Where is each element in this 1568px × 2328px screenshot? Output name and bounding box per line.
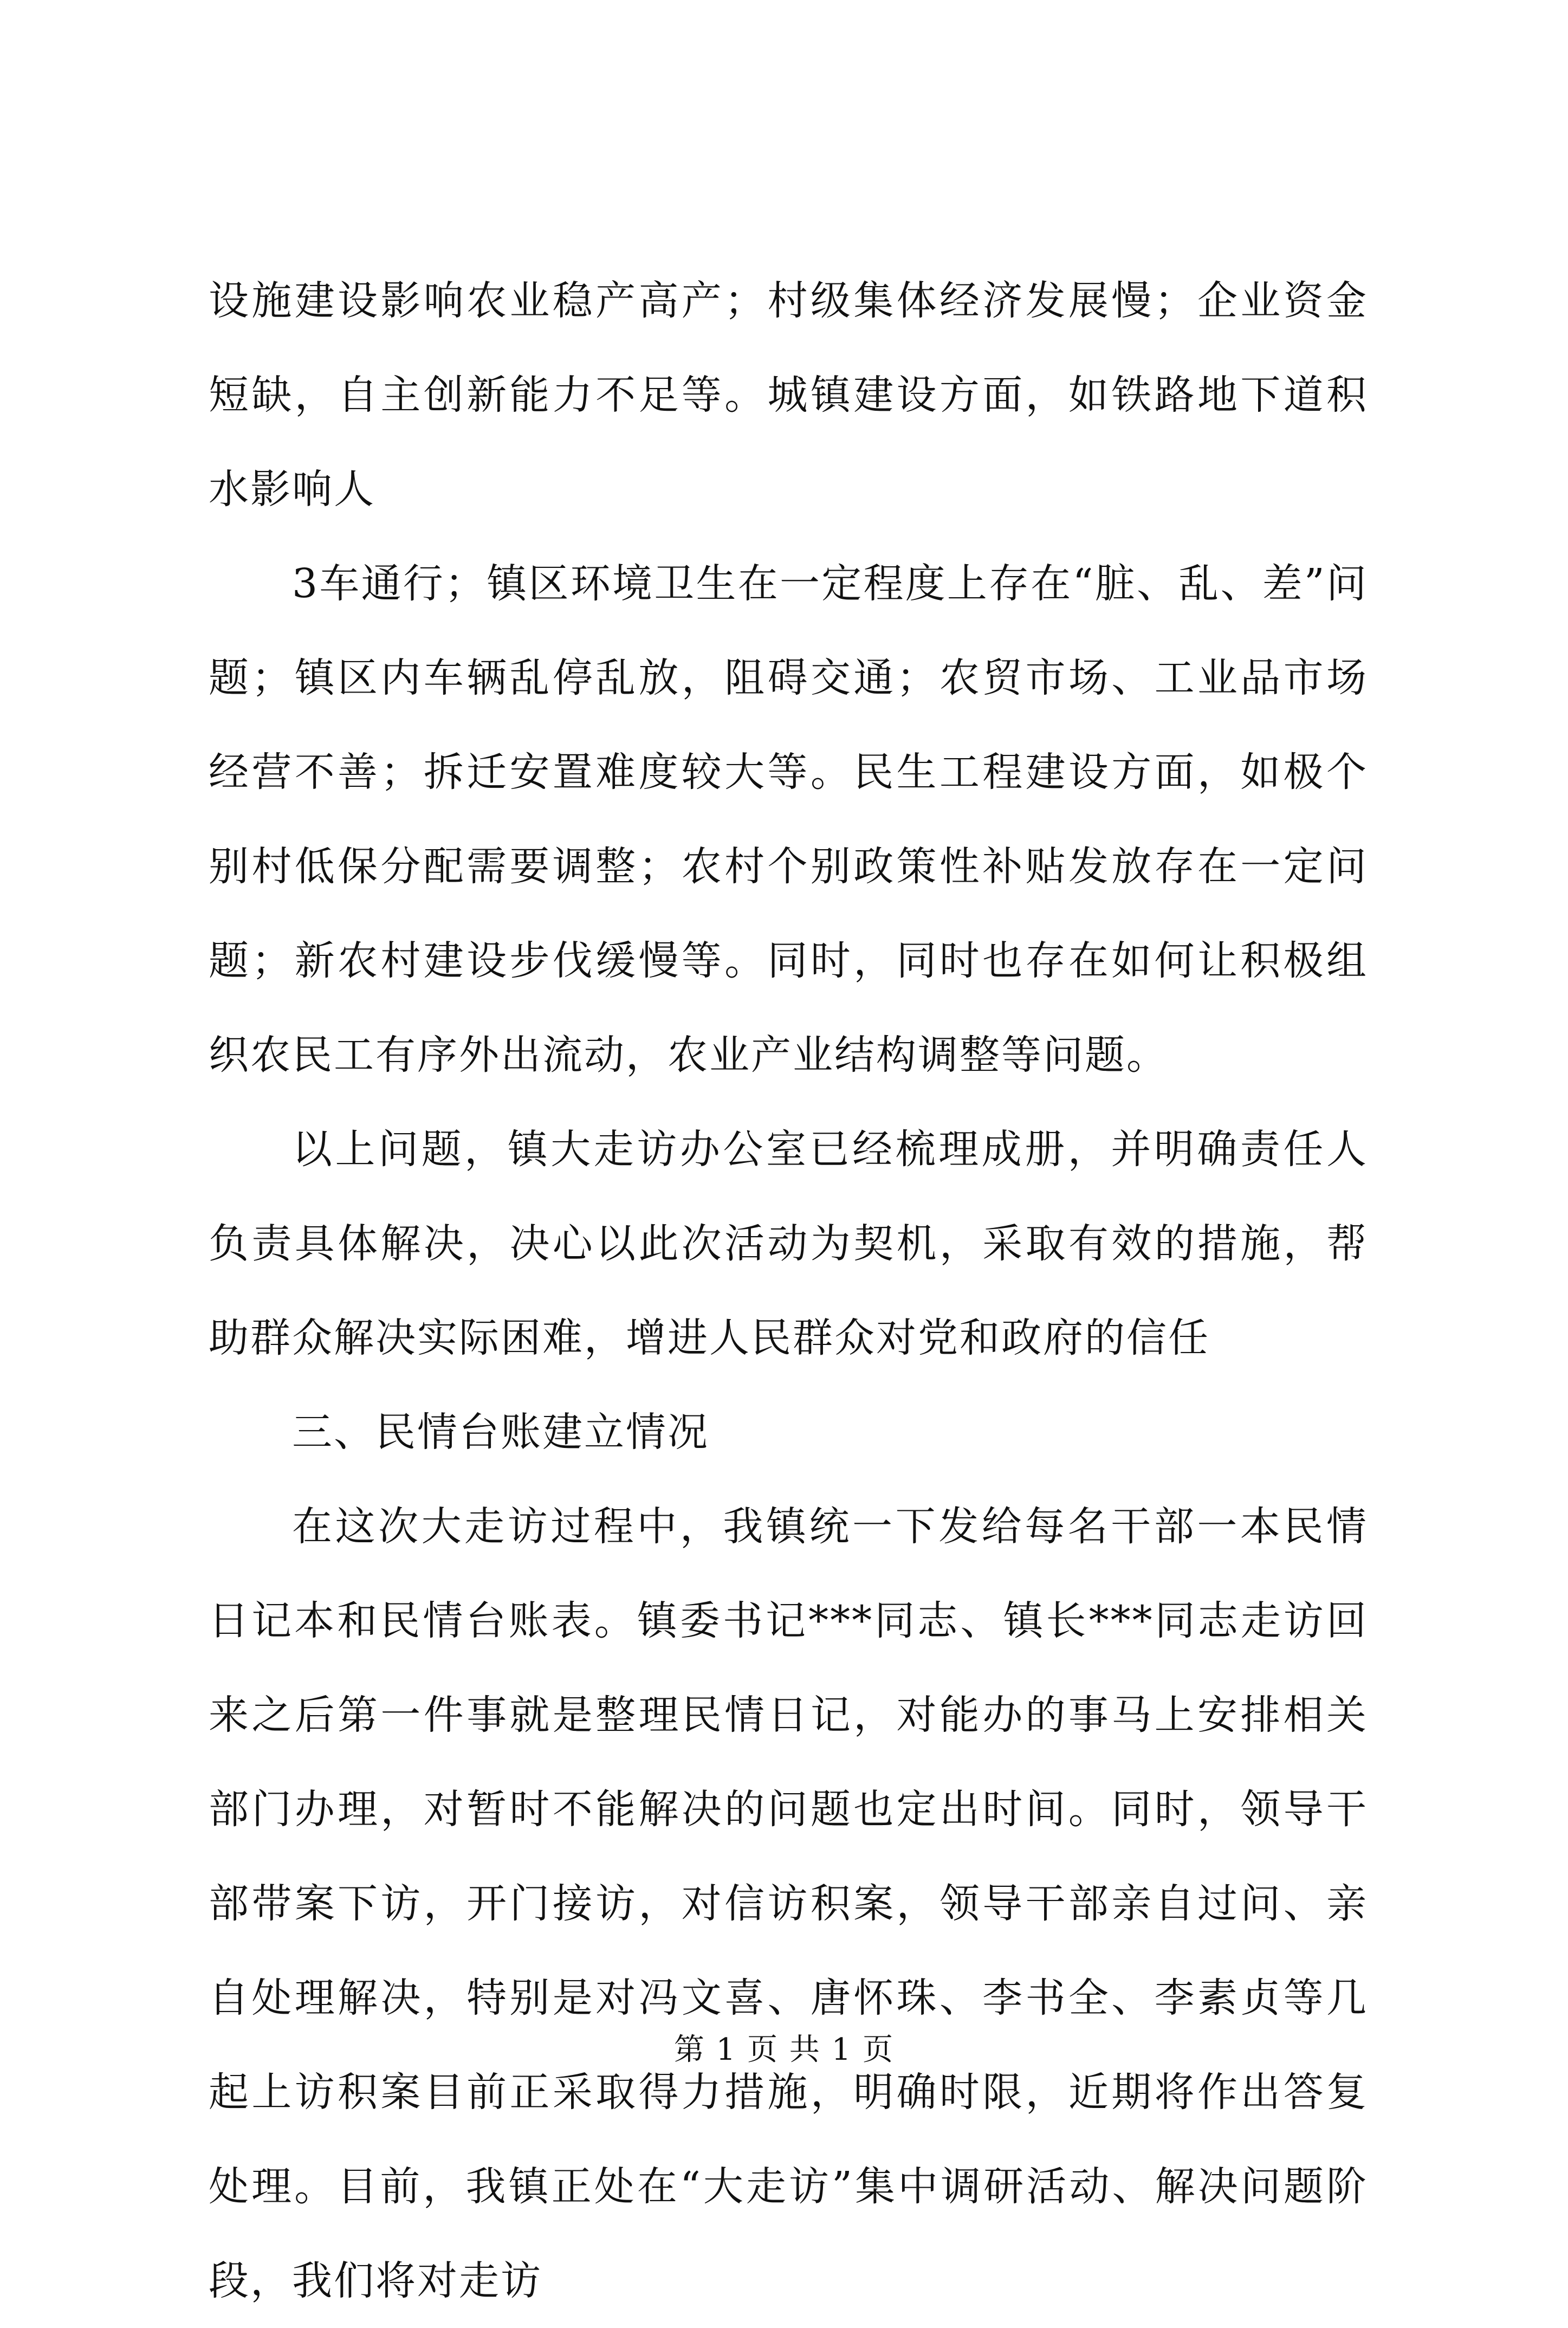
body-text [209,254,1368,2328]
paragraph-continued: 设施建设影响农业稳产高产；村级集体经济发展慢；企业资金短缺，自主创新能力不足等。城镇建设方面，如铁路地下道积水影响人 [209,277,1368,513]
page-footer: 第 1 页 共 1 页 [673,2032,895,2067]
paragraph-ledger: 在这次大走访过程中，我镇统一下发给每名干部一本民情日记本和民情台账表。镇委书记***同志、镇长***同志走访回来之后第一件事就是整理民情日记，对能办的事马上安排相关部门办理，对暂时不能解决的问题也定出时间。同时，领导干部带案下访，开门接访，对信访积案，领导干部亲自过问、亲自处理解决，特别是对冯文喜、唐怀珠、李书全、李素贞等几起上访积案目前正采取得力措施，明确时限，近期将作出答复处理。目前，我镇正处在“大走访”集中调研活动、解决问题阶段，我们将对走访 [209,1503,1368,2304]
paragraph-town-construction: 3车通行；镇区环境卫生在一定程度上存在“脏、乱、差”问题；镇区内车辆乱停乱放，阻碍交通；农贸市场、工业品市场经营不善；拆迁安置难度较大等。民生工程建设方面，如极个别村低保分配需要调整；农村个别政策性补贴发放存在一定问题；新农村建设步伐缓慢等。同时，同时也存在如何让积极组织农民工有序外出流动，农业产业结构调整等问题。 [209,560,1368,1078]
section-heading: 三、民情台账建立情况 [292,1409,709,1456]
paragraph-problem-summary: 以上问题，镇大走访办公室已经梳理成册，并明确责任人负责具体解决，决心以此次活动为契机，采取有效的措施，帮助群众解决实际困难，增进人民群众对党和政府的信任 [209,1126,1368,1361]
